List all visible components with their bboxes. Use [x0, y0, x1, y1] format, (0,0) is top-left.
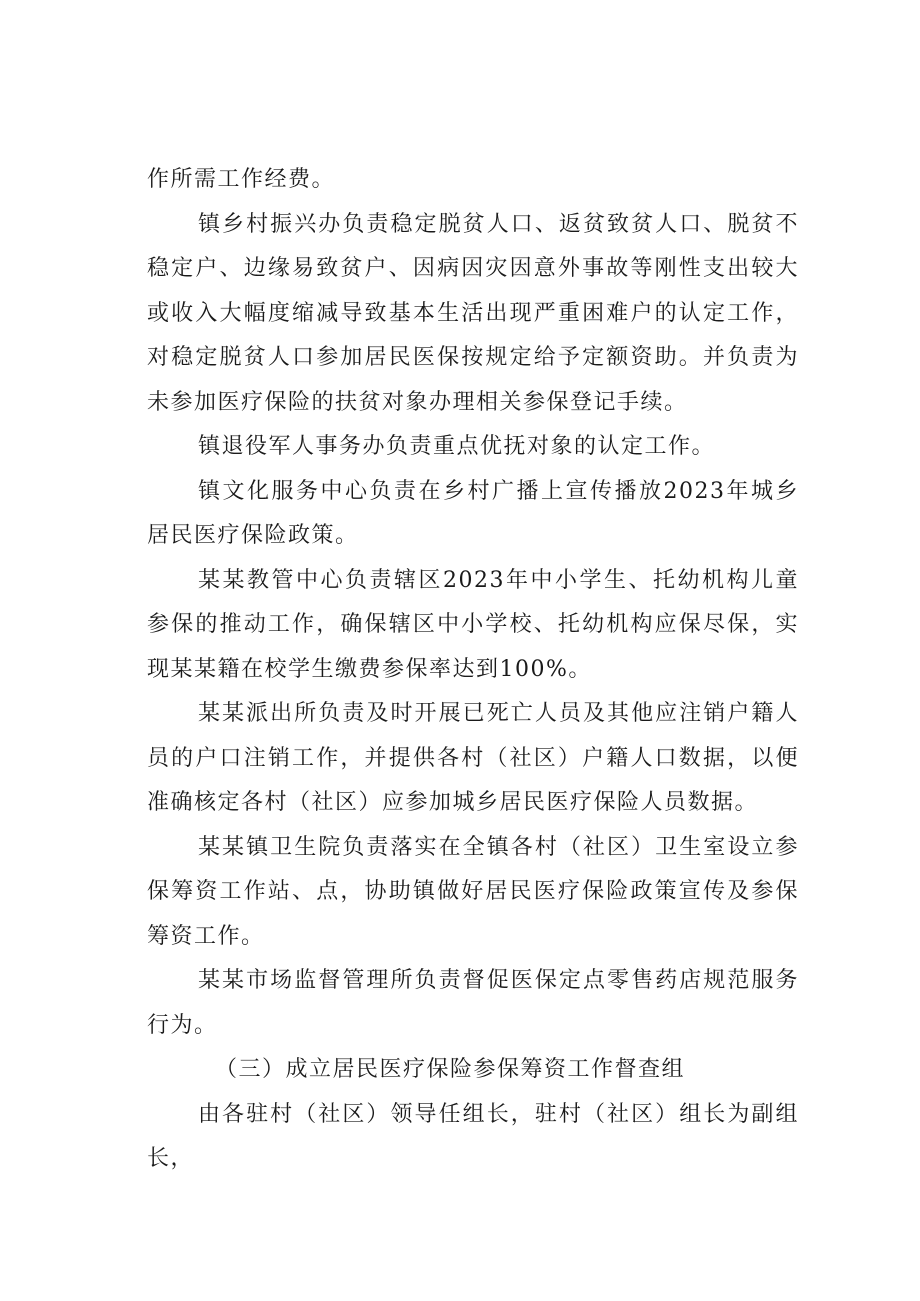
paragraph-health-center: 某某镇卫生院负责落实在全镇各村（社区）卫生室设立参保筹资工作站、点，协助镇做好居民医疗保险政策宣传及参保筹资工作。 [147, 834, 799, 949]
paragraph-continuation: 作所需工作经费。 [147, 167, 336, 192]
paragraph-veterans-affairs-office: 镇退役军人事务办负责重点优抚对象的认定工作。 [198, 434, 716, 459]
paragraph-rural-revitalization-office: 镇乡村振兴办负责稳定脱贫人口、返贫致贫人口、脱贫不稳定户、边缘易致贫户、因病因灾因意外事故等刚性支出较大或收入大幅度缩减导致基本生活出现严重困难户的认定工作，对稳定脱贫人口参加居民医保按规定给予定额资助。并负责为未参加医疗保险的扶贫对象办理相关参保登记手续。 [147, 211, 799, 415]
paragraph-inspection-group-members: 由各驻村（社区）领导任组长，驻村（社区）组长为副组长， [147, 1101, 799, 1171]
paragraph-cultural-service-center: 镇文化服务中心负责在乡村广播上宣传播放2023年城乡居民医疗保险政策。 [147, 478, 799, 548]
paragraph-market-supervision: 某某市场监督管理所负责督促医保定点零售药店规范服务行为。 [147, 968, 799, 1038]
document-body [147, 158, 799, 1182]
section-heading-inspection-group: （三）成立居民医疗保险参保筹资工作督查组 [215, 1057, 686, 1082]
paragraph-education-center: 某某教管中心负责辖区2023年中小学生、托幼机构儿童参保的推动工作，确保辖区中小学校、托幼机构应保尽保，实现某某籍在校学生缴费参保率达到100%。 [147, 567, 799, 682]
paragraph-police-station: 某某派出所负责及时开展已死亡人员及其他应注销户籍人员的户口注销工作，并提供各村（社区）户籍人口数据，以便准确核定各村（社区）应参加城乡居民医疗保险人员数据。 [147, 701, 799, 815]
